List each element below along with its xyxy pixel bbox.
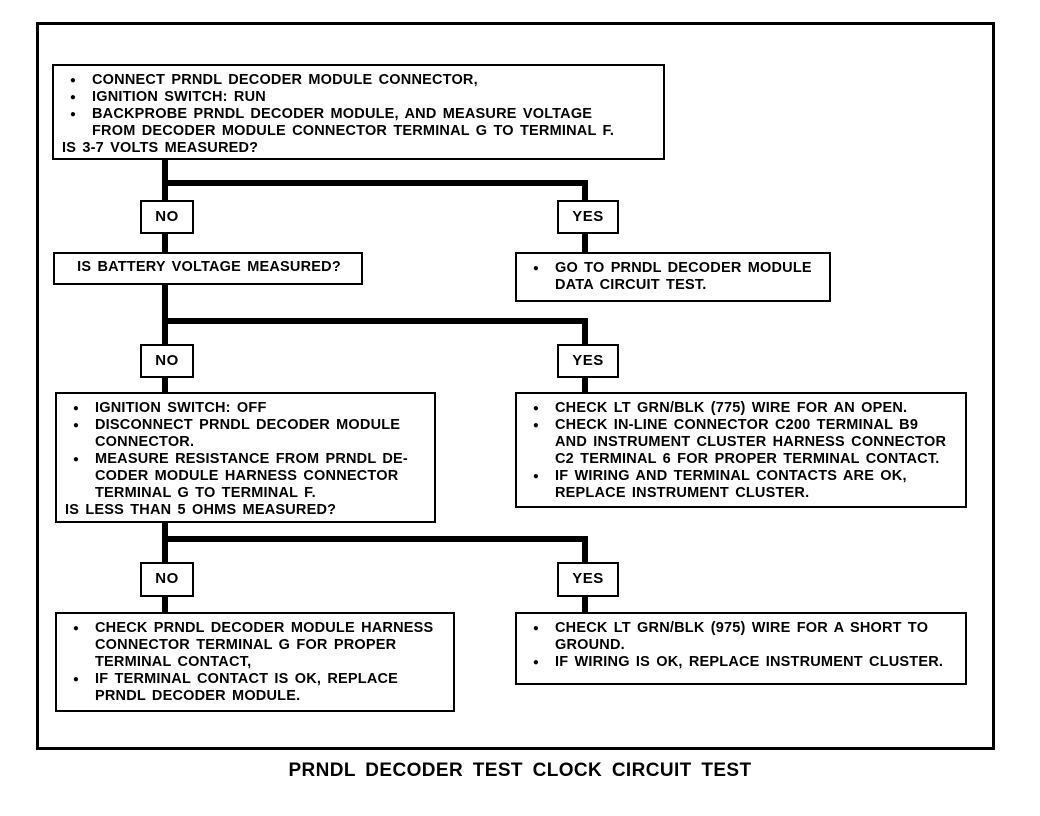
bullet-icon: ●: [532, 420, 540, 431]
text-line: PRNDL DECODER MODULE.: [95, 688, 301, 704]
yes-label-3: YES: [557, 562, 619, 597]
yes-label-1: YES: [557, 200, 619, 234]
bullet-icon: ●: [69, 109, 77, 120]
text-line: C2 TERMINAL 6 FOR PROPER TERMINAL CONTACT.: [555, 451, 940, 467]
connector-line: [162, 180, 588, 186]
text-line: IF WIRING AND TERMINAL CONTACTS ARE OK,: [555, 468, 907, 484]
bullet-icon: ●: [69, 92, 77, 103]
text-line: CHECK PRNDL DECODER MODULE HARNESS: [95, 620, 434, 636]
text-line: IGNITION SWITCH: OFF: [95, 400, 267, 416]
text-line: TERMINAL CONTACT,: [95, 654, 252, 670]
connector-line: [162, 536, 588, 542]
bullet-icon: ●: [532, 471, 540, 482]
text-line: DISCONNECT PRNDL DECODER MODULE: [95, 417, 401, 433]
no-label-2: NO: [140, 344, 194, 378]
check-wire-975-box: [515, 612, 967, 685]
text-line: DATA CIRCUIT TEST.: [555, 277, 707, 293]
text-line: CHECK LT GRN/BLK (775) WIRE FOR AN OPEN.: [555, 400, 908, 416]
figure-title: PRNDL DECODER TEST CLOCK CIRCUIT TEST: [288, 760, 752, 781]
bullet-icon: ●: [72, 420, 80, 431]
no-label-3: NO: [140, 562, 194, 597]
connector-line: [582, 180, 588, 201]
text-line: CONNECTOR.: [95, 434, 195, 450]
connector-line: [582, 233, 588, 253]
text-line: BACKPROBE PRNDL DECODER MODULE, AND MEASURE VOLTAGE: [92, 106, 593, 122]
no-label-1: NO: [140, 200, 194, 234]
text-line: GROUND.: [555, 637, 625, 653]
text-line: CHECK LT GRN/BLK (975) WIRE FOR A SHORT TO: [555, 620, 929, 636]
connector-line: [162, 377, 168, 393]
resistance-test-box: [55, 392, 436, 523]
start-test-box: [52, 64, 665, 160]
connector-line: [162, 318, 588, 324]
text-line: IF WIRING IS OK, REPLACE INSTRUMENT CLUSTER.: [555, 654, 944, 670]
text-line: CODER MODULE HARNESS CONNECTOR: [95, 468, 399, 484]
connector-line: [162, 596, 168, 613]
connector-line: [162, 233, 168, 253]
text-line: CONNECTOR TERMINAL G FOR PROPER: [95, 637, 397, 653]
bullet-icon: ●: [532, 623, 540, 634]
text-line: CHECK IN-LINE CONNECTOR C200 TERMINAL B9: [555, 417, 919, 433]
text-line: IF TERMINAL CONTACT IS OK, REPLACE: [95, 671, 399, 687]
text-line: MEASURE RESISTANCE FROM PRNDL DE-: [95, 451, 408, 467]
text-line: IS BATTERY VOLTAGE MEASURED?: [77, 259, 341, 275]
check-wire-775-box: [515, 392, 967, 508]
bullet-icon: ●: [72, 403, 80, 414]
connector-line: [582, 596, 588, 613]
bullet-icon: ●: [72, 454, 80, 465]
text-line: REPLACE INSTRUMENT CLUSTER.: [555, 485, 810, 501]
bullet-icon: ●: [532, 657, 540, 668]
connector-line: [582, 536, 588, 563]
connector-line: [582, 318, 588, 345]
text-line: CONNECT PRNDL DECODER MODULE CONNECTOR,: [92, 72, 478, 88]
text-line: IS 3-7 VOLTS MEASURED?: [62, 140, 259, 156]
connector-line: [582, 377, 588, 393]
text-line: AND INSTRUMENT CLUSTER HARNESS CONNECTOR: [555, 434, 947, 450]
yes-label-2: YES: [557, 344, 619, 378]
connector-line: [162, 522, 168, 563]
text-line: GO TO PRNDL DECODER MODULE: [555, 260, 812, 276]
text-line: IS LESS THAN 5 OHMS MEASURED?: [65, 502, 337, 518]
bullet-icon: ●: [532, 403, 540, 414]
bullet-icon: ●: [72, 623, 80, 634]
text-line: TERMINAL G TO TERMINAL F.: [95, 485, 316, 501]
connector-line: [162, 284, 168, 345]
battery-voltage-question-box: [53, 252, 363, 285]
text-line: FROM DECODER MODULE CONNECTOR TERMINAL G TO TERMINAL F.: [92, 123, 615, 139]
bullet-icon: ●: [72, 674, 80, 685]
goto-data-circuit-test-box: [515, 252, 831, 302]
text-line: IGNITION SWITCH: RUN: [92, 89, 266, 105]
bullet-icon: ●: [69, 75, 77, 86]
check-terminal-contact-box: [55, 612, 455, 712]
bullet-icon: ●: [532, 263, 540, 274]
